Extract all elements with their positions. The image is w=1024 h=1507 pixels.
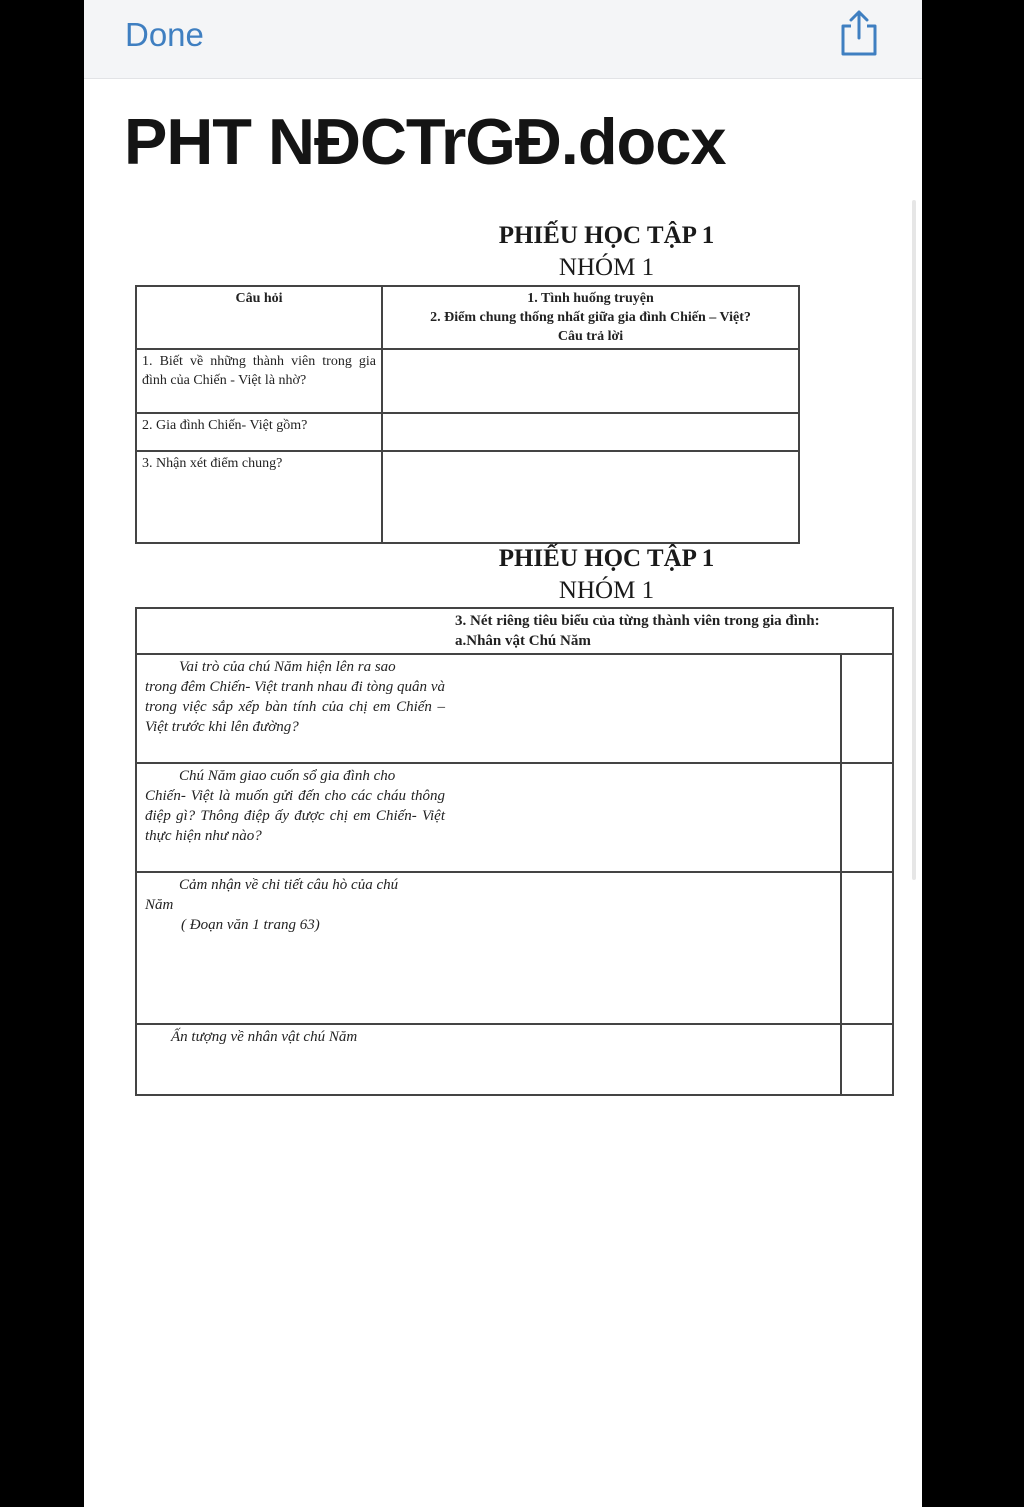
header-line-1: 1. Tình huống truyện (527, 291, 654, 306)
question-line-rest: Năm (145, 897, 174, 913)
header-cell-answer (382, 286, 799, 349)
question-cell[interactable] (136, 1024, 841, 1095)
header-line-2: 2. Điểm chung thống nhất giữa gia đình Chiến – Việt? (430, 310, 751, 325)
question-text: 3. Nhận xét điểm chung? (142, 456, 283, 471)
question-cell[interactable] (136, 763, 841, 872)
table-row (136, 451, 799, 543)
table-header-row (136, 608, 893, 654)
question-text: 2. Gia đình Chiến- Việt gồm? (142, 418, 308, 433)
table-row (136, 349, 799, 413)
table-header-row (136, 286, 799, 349)
question-line-first: Ấn tượng về nhân vật chú Năm (171, 1029, 358, 1045)
document-title: PHT NĐCTrGĐ.docx (124, 105, 726, 178)
document-viewer (84, 0, 922, 1507)
question-line-first: Vai trò của chú Năm hiện lên ra sao (179, 659, 396, 675)
question-line-first: Cảm nhận về chi tiết câu hò của chú (179, 877, 399, 893)
question-cell[interactable] (136, 654, 841, 763)
done-button[interactable]: Done (125, 16, 204, 53)
question-line-first: Chú Năm giao cuốn sổ gia đình cho (179, 768, 396, 784)
answer-cell[interactable] (841, 654, 893, 763)
table-row (136, 1024, 893, 1095)
sheet2-title: PHIẾU HỌC TẬP 1 (498, 545, 715, 572)
table-row (136, 763, 893, 872)
table-row (136, 413, 799, 451)
sheet2-group: NHÓM 1 (558, 577, 655, 604)
question-line-rest: Chiến- Việt là muốn gửi đến cho các cháu thông điệp gì? Thông điệp ấy được chị em Chiến- Việt thực hiện như nào? (145, 788, 445, 844)
header-cell (136, 608, 893, 654)
answer-cell[interactable] (382, 349, 799, 413)
table-row (136, 872, 893, 1024)
header-line-1: 3. Nét riêng tiêu biểu của từng thành viên trong gia đình: (455, 613, 820, 629)
answer-cell[interactable] (382, 451, 799, 543)
question-cell (136, 451, 382, 543)
sheet1-group: NHÓM 1 (558, 254, 655, 281)
question-cell (136, 349, 382, 413)
header-line-2: a.Nhân vật Chú Năm (455, 633, 591, 649)
question-line-rest: trong đêm Chiến- Việt tranh nhau đi tòng quân và trong việc sắp xếp bàn tính của chị em Chiến – Việt trước khi lên đường? (145, 679, 445, 735)
sheet2-table (135, 607, 894, 1096)
table-row (136, 654, 893, 763)
answer-cell[interactable] (382, 413, 799, 451)
header-question-label: Câu hỏi (235, 291, 283, 306)
navigation-bar (84, 0, 922, 79)
header-line-3: Câu trả lời (557, 329, 624, 344)
share-icon[interactable] (838, 8, 880, 58)
answer-cell[interactable] (841, 1024, 893, 1095)
answer-cell[interactable] (841, 872, 893, 1024)
question-cell[interactable] (136, 872, 841, 1024)
question-note: ( Đoạn văn 1 trang 63) (181, 917, 320, 933)
scrollbar[interactable] (912, 200, 916, 880)
sheet1-title: PHIẾU HỌC TẬP 1 (498, 222, 715, 249)
sheet1-table (135, 285, 800, 544)
answer-cell[interactable] (841, 763, 893, 872)
header-cell-question (136, 286, 382, 349)
question-cell (136, 413, 382, 451)
question-text: 1. Biết về những thành viên trong gia đình của Chiến - Việt là nhờ? (142, 354, 376, 388)
